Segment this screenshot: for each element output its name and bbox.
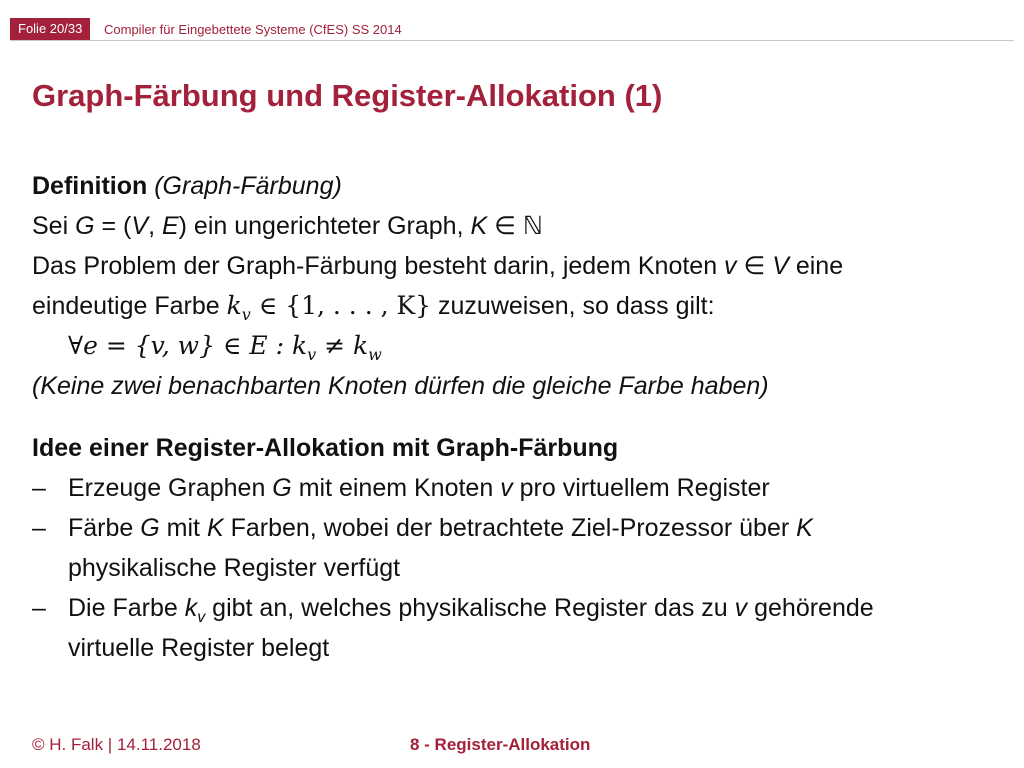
slide-title: Graph-Färbung und Register-Allokation (1) xyxy=(32,78,663,113)
definition-line-2 xyxy=(32,246,1002,286)
text: Farben, wobei der betrachtete Ziel-Prozessor über xyxy=(223,514,797,542)
text: pro virtuellem Register xyxy=(512,474,770,502)
text: ∈ ℕ xyxy=(487,212,543,240)
definition-formula xyxy=(32,326,1002,366)
math-set: ∈ {1, . . . , K} xyxy=(250,291,432,320)
definition-line-1 xyxy=(32,206,1002,246)
var-V: V xyxy=(772,252,789,280)
bullet-dash: – xyxy=(32,594,46,622)
bullet-dash: – xyxy=(32,514,46,542)
text: gehörende xyxy=(747,594,874,622)
bullet-text xyxy=(68,588,1002,668)
definition-term: (Graph-Färbung) xyxy=(154,172,342,200)
var-G: G xyxy=(75,212,95,240)
var-G: G xyxy=(272,474,292,502)
idea-heading: Idee einer Register-Allokation mit Graph-Färbung xyxy=(32,434,619,462)
text: physikalische Register verfügt xyxy=(68,554,401,582)
formula-sub: v xyxy=(307,345,317,364)
spacer xyxy=(32,406,1002,428)
header-divider xyxy=(10,40,1014,41)
course-title: Compiler für Eingebettete Systeme (CfES) SS 2014 xyxy=(104,22,402,37)
text: Färbe xyxy=(68,514,141,542)
var-K: K xyxy=(796,514,813,542)
bullet-item xyxy=(32,468,1002,508)
slide-number-badge: Folie 20/33 xyxy=(10,18,90,40)
var-v: v xyxy=(500,474,513,502)
math-k: k xyxy=(226,291,242,320)
formula-sub: w xyxy=(368,345,382,364)
definition-note: (Keine zwei benachbarten Knoten dürfen die gleiche Farbe haben) xyxy=(32,372,769,400)
math-sub-v: v xyxy=(241,305,251,324)
var-E: E xyxy=(161,212,179,240)
text: virtuelle Register belegt xyxy=(68,634,330,662)
text: zuzuweisen, so dass gilt: xyxy=(431,292,715,320)
definition-line-3 xyxy=(32,286,1002,326)
text: eindeutige Farbe xyxy=(32,292,227,320)
text: Sei xyxy=(32,212,76,240)
footer-chapter: 8 - Register-Allokation xyxy=(410,735,591,754)
text: eine xyxy=(788,252,844,280)
text: mit einem Knoten xyxy=(291,474,501,502)
text: mit xyxy=(159,514,207,542)
bullet-item xyxy=(32,508,1002,588)
text: = ( xyxy=(94,212,132,240)
bullet-item xyxy=(32,588,1002,668)
var-K: K xyxy=(206,514,224,542)
var-k: k xyxy=(184,594,198,622)
bullet-dash: – xyxy=(32,474,46,502)
bullet-text xyxy=(68,468,1002,508)
slide-header xyxy=(0,18,1024,40)
var-sub-v: v xyxy=(197,609,206,626)
text: , xyxy=(148,212,162,240)
footer-author-date: © H. Falk | 14.11.2018 xyxy=(32,735,201,754)
var-v: v xyxy=(734,594,748,622)
var-G: G xyxy=(140,514,160,542)
bullet-text xyxy=(68,508,1002,588)
var-K: K xyxy=(470,212,488,240)
text: Erzeuge Graphen xyxy=(68,474,273,502)
text: ) ein ungerichteter Graph, xyxy=(178,212,471,240)
text: ∈ xyxy=(736,252,773,280)
slide-body xyxy=(32,166,1002,668)
var-V: V xyxy=(131,212,149,240)
text: Die Farbe xyxy=(68,594,185,622)
definition-heading xyxy=(32,166,1002,206)
text: Das Problem der Graph-Färbung besteht darin, jedem Knoten xyxy=(32,252,725,280)
formula-neq: ≠ k xyxy=(316,331,369,360)
text: gibt an, welches physikalische Register das zu xyxy=(205,594,735,622)
definition-label: Definition xyxy=(32,172,148,200)
var-v: v xyxy=(724,252,737,280)
formula-main: ∀e = {v, w} ∈ E : k xyxy=(68,331,308,360)
